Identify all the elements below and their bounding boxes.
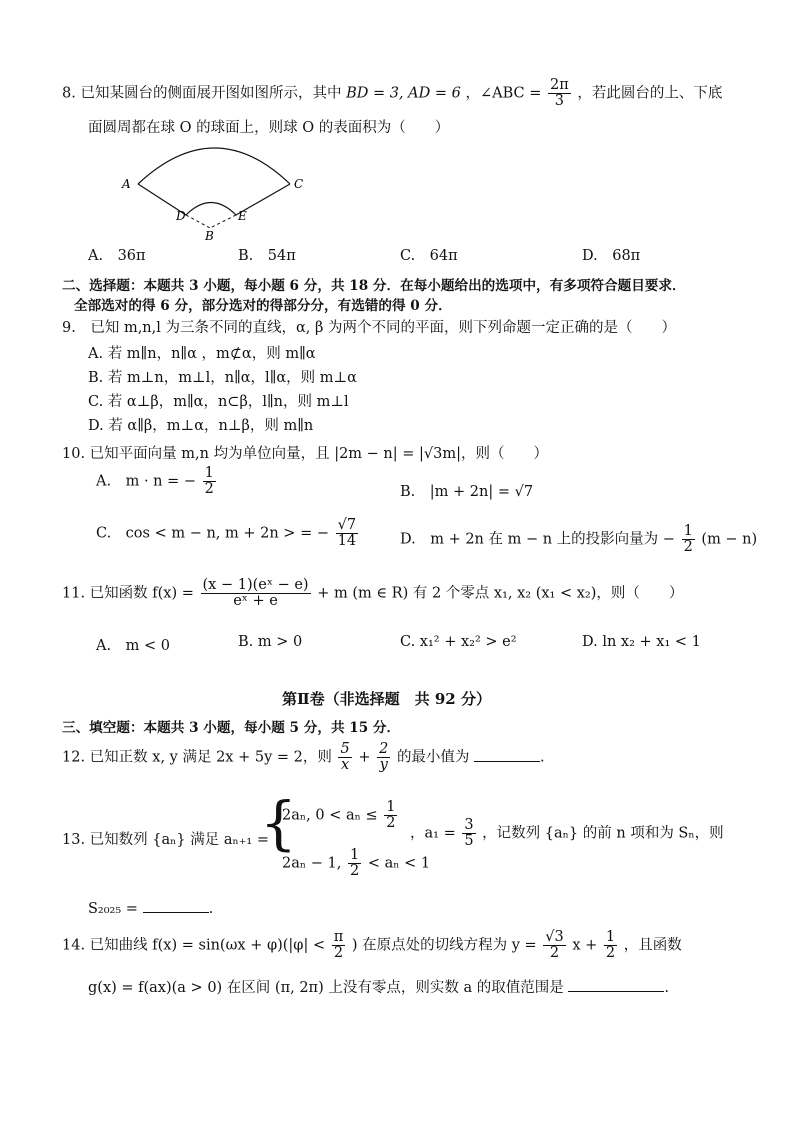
q10-option-a [96, 466, 218, 497]
q10-a-frac [203, 466, 216, 497]
q8-line1 [62, 78, 722, 109]
q8-angle-frac [548, 78, 571, 109]
q8-number: 8. [62, 85, 76, 102]
q10-d-den: 2 [683, 539, 693, 556]
q10-stem: 10. 已知平面向量 m,n 均为单位向量，且 |2m − n| = |√3m|，则（ ） [62, 446, 548, 462]
q13-mid-text: ，a₁ = [410, 825, 456, 842]
q8-option-a: A. 36π [88, 248, 146, 264]
q14-pre: 14. 已知曲线 f(x) = sin(ωx + φ)(|φ| < [62, 937, 326, 954]
q9-option-b: B. 若 m⊥n，m⊥l，n∥α，l∥α，则 m⊥α [88, 370, 357, 386]
q10-d-post: (m − n) [701, 531, 758, 548]
q14-mid: ) 在原点处的切线方程为 y = [351, 937, 537, 954]
q14-mid2: x + [572, 937, 598, 954]
q11-frac [201, 578, 311, 609]
q13-case1-text: 2aₙ, 0 < aₙ ≤ [282, 807, 378, 824]
label-c: C [294, 177, 304, 191]
q14-pi-frac [332, 930, 346, 961]
q9-option-d: D. 若 α∥β，m⊥α，n⊥β，则 m∥n [88, 418, 314, 434]
q11-option-d: D. ln x₂ + x₁ < 1 [582, 634, 701, 650]
q13-brace: { [260, 789, 297, 857]
section2-line2: 全部选对的得 6 分，部分选对的得部分分，有选错的得 0 分． [74, 298, 452, 314]
q11-stem [62, 578, 683, 609]
q14-line2-text: g(x) = f(ax)(a > 0) 在区间 (π, 2π) 上没有零点，则实数 a 的取值范围是 [88, 980, 564, 996]
q13-case2-den: 2 [349, 863, 360, 880]
q13-pre: 13. 已知数列 {aₙ} 满足 aₙ₊₁ = [62, 832, 270, 848]
q8-option-b: B. 54π [238, 248, 296, 264]
q10-option-d [400, 524, 757, 555]
section2-line1: 二、选择题：本题共 3 小题，每小题 6 分，共 18 分．在每小题给出的选项中，有多项符合题目要求． [62, 278, 686, 294]
q13-case2-text: 2aₙ − 1, [282, 855, 342, 872]
q14-k-num: √3 [545, 929, 564, 945]
q14-answer-blank[interactable] [568, 977, 664, 992]
q10-d-text: D. m + 2n 在 m − n 上的投影向量为 − [400, 531, 675, 548]
q11-option-a: A. m < 0 [96, 638, 170, 654]
q14-line2 [88, 976, 669, 997]
q13-a1-den: 5 [464, 833, 474, 850]
q11-option-b: B. m > 0 [238, 634, 303, 650]
q13-case2 [282, 848, 430, 879]
dashed-eb [210, 215, 236, 228]
q12-f2-den: y [379, 757, 388, 774]
q12-frac2 [377, 742, 390, 773]
q8-option-d: D. 68π [582, 248, 641, 264]
q10-a-num: 1 [204, 465, 214, 481]
q14-pi-den: 2 [333, 945, 344, 962]
q13-case1-num: 1 [386, 799, 396, 815]
q14-b-frac [604, 930, 617, 961]
q10-option-c [96, 518, 360, 549]
q14-end: . [664, 980, 669, 996]
label-b: B [205, 229, 214, 243]
label-a: A [122, 177, 131, 191]
q13-case1 [282, 800, 399, 831]
q8-figure [118, 132, 318, 244]
q11-option-c: C. x₁² + x₂² > e² [400, 634, 517, 650]
q8-text-a: 已知某圆台的侧面展开图如图所示，其中 [80, 85, 342, 102]
q13-line2 [88, 898, 213, 917]
q13-a1-num: 3 [464, 817, 474, 833]
q14-pi-num: π [333, 929, 344, 945]
q10-d-num: 1 [683, 523, 693, 539]
q14-line1 [62, 930, 682, 961]
q13-end: . [208, 901, 214, 917]
q10-c-text: C. cos < m − n, m + 2n > = − [96, 525, 329, 542]
dashed-db [186, 215, 210, 228]
q10-a-den: 2 [204, 481, 214, 498]
q12-post: 的最小值为 [396, 749, 470, 766]
q13-post: ，记数列 {aₙ} 的前 n 项和为 Sₙ，则 [482, 825, 724, 842]
q10-c-num: √7 [337, 517, 357, 533]
q13-case2-num: 1 [349, 847, 360, 863]
q13-case1-den: 2 [386, 815, 396, 832]
outer-arc [138, 148, 290, 184]
part2-title: 第Ⅱ卷（非选择题 共 92 分） [282, 690, 491, 708]
q8-angle-den: 3 [554, 93, 564, 110]
q12-f2-num: 2 [379, 741, 389, 757]
inner-arc [186, 203, 236, 216]
q13-mid [410, 818, 724, 849]
label-e: E [238, 209, 247, 223]
q8-text-b: ，若此圆台的上、下底 [577, 85, 723, 102]
q11-post: + m (m ∈ R) 有 2 个零点 x₁, x₂ (x₁ < x₂)，则（ ） [317, 585, 684, 602]
q12-frac1 [338, 742, 351, 773]
q10-a-text: A. m · n = − [96, 473, 197, 490]
q9-option-c: C. 若 α⊥β，m∥α，n⊂β，l∥n，则 m⊥l [88, 394, 349, 410]
q10-option-b: B. |m + 2n| = √7 [400, 484, 534, 500]
q11-pre: 11. 已知函数 f(x) = [62, 585, 194, 602]
q13-s2025: S₂₀₂₅ = [88, 901, 138, 917]
q8-condition: BD = 3, AD = 6 [346, 85, 461, 102]
q12-plus: + [358, 749, 371, 766]
q13-a1-frac [462, 818, 475, 849]
q12-line [62, 742, 545, 773]
q8-option-c: C. 64π [400, 248, 458, 264]
q13-case2-post: < aₙ < 1 [367, 855, 431, 872]
q8-angle-num: 2π [549, 77, 569, 93]
q14-k-den: 2 [549, 945, 560, 962]
q13-answer-blank[interactable] [143, 898, 209, 913]
q12-end: . [540, 749, 545, 766]
q12-pre: 12. 已知正数 x, y 满足 2x + 5y = 2，则 [62, 749, 332, 766]
q14-b-num: 1 [605, 929, 616, 945]
q12-answer-blank[interactable] [474, 747, 540, 762]
q14-post: ，且函数 [623, 937, 682, 954]
q10-d-frac [682, 524, 695, 555]
q9-stem: 9. 已知 m,n,l 为三条不同的直线，α, β 为两个不同的平面，则下列命题一定正确的是（ ） [62, 320, 676, 336]
label-d: D [176, 209, 186, 223]
q10-c-den: 14 [337, 533, 357, 550]
q10-c-frac [336, 518, 358, 549]
q14-k-frac [543, 930, 565, 961]
q9-option-a: A. 若 m∥n，n∥α ，m⊄α，则 m∥α [88, 346, 316, 362]
q11-num: (x − 1)(eˣ − e) [202, 577, 309, 593]
q8-angle-label: ，∠ABC = [465, 85, 542, 102]
q12-f1-num: 5 [340, 741, 350, 757]
q12-f1-den: x [341, 757, 350, 774]
section3-header: 三、填空题：本题共 3 小题，每小题 5 分，共 15 分． [62, 720, 401, 736]
q11-den: eˣ + e [233, 593, 278, 610]
q13-case1-frac [384, 800, 397, 831]
q13-case2-frac [348, 848, 361, 879]
q14-b-den: 2 [605, 945, 616, 962]
q8-line2: 面圆周都在球 O 的球面上，则球 O 的表面积为（ ） [88, 120, 450, 136]
